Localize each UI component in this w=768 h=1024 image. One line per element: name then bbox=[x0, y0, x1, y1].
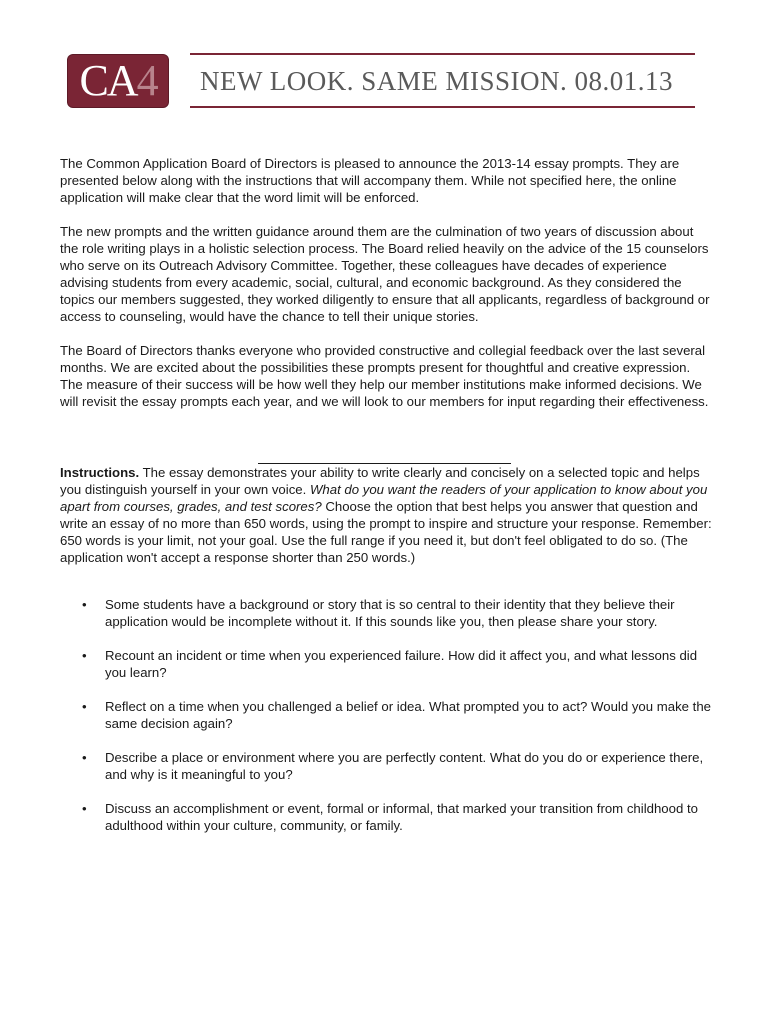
prompt-item-3 bbox=[60, 698, 715, 732]
prompt-text: Describe a place or environment where you are perfectly content. What do you do or experience there, and why is it meaningful to you? bbox=[105, 750, 704, 782]
document-body bbox=[60, 155, 715, 851]
header-rule-bottom bbox=[190, 106, 695, 108]
instructions-label: Instructions. bbox=[60, 465, 140, 480]
header bbox=[0, 0, 768, 130]
prompt-item-1 bbox=[60, 596, 715, 630]
prompt-text: Recount an incident or time when you experienced failure. How did it affect you, and what lessons did you learn? bbox=[105, 648, 698, 680]
prompt-item-2 bbox=[60, 647, 715, 681]
prompt-text: Some students have a background or story that is so central to their identity that they believe their application would be incomplete without it. If this sounds like you, then please share your story. bbox=[105, 597, 675, 629]
bullet-icon: • bbox=[82, 750, 87, 765]
prompt-item-5 bbox=[60, 800, 715, 834]
ca4-logo bbox=[68, 55, 168, 107]
logo-letters: CA bbox=[79, 56, 137, 105]
prompt-item-4 bbox=[60, 749, 715, 783]
instructions-text-1: The essay demonstrates your ability to write clearly and concisely on a selected topic and helps you distinguish yourself in your own voice. bbox=[60, 465, 700, 497]
prompt-text: Reflect on a time when you challenged a belief or idea. What prompted you to act? Would you make the same decision again? bbox=[105, 699, 712, 731]
intro-paragraph-1: The Common Application Board of Directors is pleased to announce the 2013-14 essay prompts. They are presented below along with the instructions that will accompany them. While not specified here, the online application will make clear that the word limit will be enforced. bbox=[60, 156, 680, 205]
instructions-paragraph bbox=[60, 464, 715, 566]
logo-suffix: 4 bbox=[136, 56, 157, 105]
essay-prompts-list bbox=[60, 596, 715, 834]
intro-paragraph-2: The new prompts and the written guidance around them are the culmination of two years of discussion about the role writing plays in a holistic selection process. The Board relied heavily on the advice of the 15 counselors who serve on its Outreach Advisory Committee. Together, these colleagues have decades of experience advising students from every academic, social, cultural, and economic background. As they considered the topics our members suggested, they worked diligently to ensure that all applicants, regardless of background or access to counseling, would have the chance to tell their unique stories. bbox=[60, 224, 710, 324]
bullet-icon: • bbox=[82, 699, 87, 714]
instructions-text-2: Choose the option that best helps you answer that question and write an essay of no more than 650 words, using the prompt to inspire and structure your response. Remember: 650 words is your limit, not your goal. Use the full range if you need it, but don't feel obligated to do so. (The application won't accept a response shorter than 250 words.) bbox=[60, 499, 712, 565]
bullet-icon: • bbox=[82, 648, 87, 663]
bullet-icon: • bbox=[82, 801, 87, 816]
tagline: NEW LOOK. SAME MISSION. 08.01.13 bbox=[200, 66, 674, 96]
prompt-text: Discuss an accomplishment or event, formal or informal, that marked your transition from childhood to adulthood within your culture, community, or family. bbox=[105, 801, 698, 833]
instructions-question: What do you want the readers of your application to know about you apart from courses, grades, and test scores? bbox=[60, 482, 708, 514]
intro-paragraph-3: The Board of Directors thanks everyone who provided constructive and collegial feedback over the last several months. We are excited about the possibilities these prompts present for thoughtful and creative expression. The measure of their success will be how well they help our member institutions make informed decisions. We will revisit the essay prompts each year, and we will look to our members for input regarding their effectiveness. bbox=[60, 343, 709, 409]
header-rule-top bbox=[190, 53, 695, 55]
bullet-icon: • bbox=[82, 597, 87, 612]
